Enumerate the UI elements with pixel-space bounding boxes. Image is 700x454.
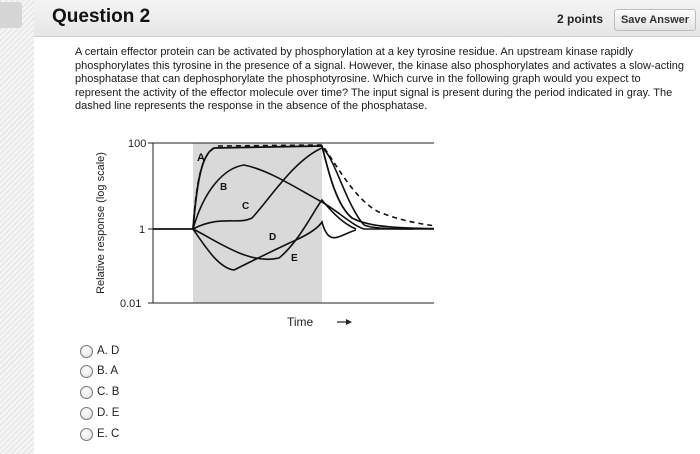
response-graph	[34, 130, 434, 335]
answer-option[interactable]	[80, 383, 200, 401]
answer-label: D. E	[97, 407, 120, 419]
radio-button[interactable]	[80, 386, 93, 399]
curve-label-c: C	[242, 201, 250, 212]
question-text: A certain effector protein can be activated by phosphorylation at a key tyrosine residue. An upstream kinase rapidly phosphorylates this tyrosine in the presence of a signal. However, the kinase also phosphorylates and activates a slow-acting phosphatase that can dephosphorylate the phosphotyrosine. Which curve in the following graph would you expect to represent the activity of the effector molecule over time? The input signal is present during the period indicated in gray. The dashed line represents the response in the absence of the phosphatase.	[75, 46, 685, 113]
answer-label: E. C	[97, 428, 120, 440]
x-axis-label: Time	[287, 315, 314, 329]
y-axis-label: Relative response (log scale)	[95, 152, 107, 294]
save-answer-button[interactable]: Save Answer	[614, 9, 696, 31]
answer-label: A. D	[97, 345, 120, 357]
y-tick-label: 100	[128, 138, 147, 150]
y-tick-label: 1	[139, 224, 146, 236]
curve-label-d: D	[269, 232, 277, 243]
curve-label-e: E	[291, 253, 298, 264]
radio-button[interactable]	[80, 428, 93, 441]
answer-option[interactable]	[80, 425, 200, 443]
answer-option[interactable]	[80, 342, 200, 360]
radio-button[interactable]	[80, 345, 93, 358]
question-card	[34, 0, 700, 454]
answer-option[interactable]	[80, 404, 200, 422]
radio-button[interactable]	[80, 407, 93, 420]
rail-tab[interactable]	[0, 2, 22, 28]
answer-option[interactable]	[80, 362, 200, 380]
points-label: 2 points	[557, 12, 604, 26]
time-arrow-icon	[337, 319, 352, 325]
radio-button[interactable]	[80, 365, 93, 378]
curve-label-a: A	[197, 152, 205, 164]
question-title: Question 2	[52, 6, 151, 27]
answer-label: B. A	[97, 365, 119, 377]
question-header	[34, 0, 700, 37]
curve-label-b: B	[220, 182, 228, 193]
left-rail	[0, 0, 35, 454]
signal-period-shade	[193, 143, 322, 303]
y-tick-label: 0.01	[120, 298, 142, 310]
answer-label: C. B	[97, 386, 120, 398]
